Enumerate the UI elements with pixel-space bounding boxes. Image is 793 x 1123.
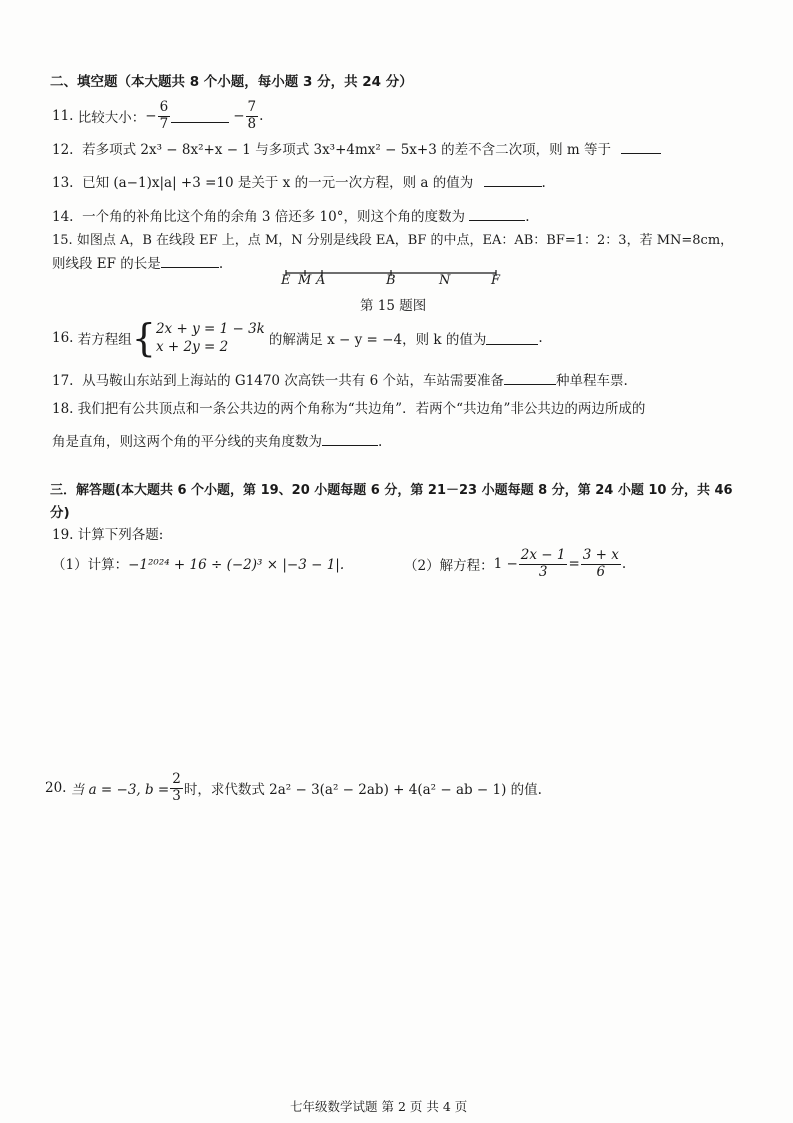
question-number: 13. bbox=[52, 175, 74, 191]
question-12 bbox=[52, 138, 661, 158]
question-text: 一个角的补角比这个角的余角 3 倍还多 10°，则这个角的度数为 bbox=[82, 209, 465, 225]
answer-blank bbox=[504, 372, 556, 385]
equation-system: 2x + y = 1 − 3k x + 2y = 2 bbox=[155, 321, 265, 355]
fraction-left: $\frac{2x - 1}{3}$ bbox=[520, 546, 566, 580]
point-label-b: B bbox=[386, 273, 396, 288]
question-number: 12. bbox=[52, 142, 74, 158]
question-13: 13. 已知 (a−1)x|a| +3 =10 是关于 x 的一元一次方程，则 a 的值为 . bbox=[52, 175, 546, 191]
answer-blank bbox=[171, 110, 229, 123]
point-label-n: N bbox=[439, 273, 451, 288]
question-number: 15. bbox=[52, 233, 73, 248]
question-number: 11. bbox=[52, 108, 74, 124]
answer-blank bbox=[161, 255, 219, 268]
question-19-part-2: （2）解方程： 1 − $\frac{2x - 1}{3}$ = $\frac{3 + x}{6}$ . bbox=[404, 546, 627, 580]
question-text: 已知 (a−1)x|a| +3 =10 是关于 x 的一元一次方程，则 a 的值为 bbox=[82, 175, 474, 191]
question-11: 11. 比较大小： − $\frac{6}{7}$ − $\frac{7}{8}$ . bbox=[52, 98, 264, 132]
question-number: 20. bbox=[45, 780, 67, 796]
fraction-1-sign: − bbox=[145, 108, 157, 124]
page-footer: 七年级数学试题 第 2 页 共 4 页 bbox=[290, 1099, 468, 1114]
question-16: 16. 若方程组 { 2x + y = 1 − 3k x + 2y = 2 的解满足 x − y = −4，则 k 的值为 . bbox=[52, 316, 543, 360]
question-text: 若多项式 2x³ − 8x²+x − 1 与多项式 3x³+4mx² − 5x+3 的差不含二次项，则 m 等于 bbox=[82, 142, 611, 158]
answer-blank bbox=[486, 332, 538, 345]
answer-blank bbox=[484, 174, 542, 187]
question-20: 20. 当 a = −3, b = $\frac{2}{3}$ 时，求代数式 2a² − 3(a² − 2ab) + 4(a² − ab − 1) 的值. bbox=[45, 770, 542, 804]
fraction-2: $\frac{7}{8}$ bbox=[247, 98, 257, 132]
answer-blank bbox=[322, 433, 378, 446]
question-15-line-1 bbox=[52, 229, 733, 248]
answer-blank bbox=[621, 141, 661, 154]
answer-blank bbox=[469, 208, 525, 221]
fraction-b: $\frac{2}{3}$ bbox=[172, 770, 181, 804]
point-label-e: E bbox=[281, 273, 291, 288]
question-17: 17. 从马鞍山东站到上海站的 G1470 次高铁一共有 6 个站，车站需要准备 种单程车票. bbox=[52, 373, 628, 389]
section-3-header-line-2: 分) bbox=[50, 505, 70, 521]
question-number: 16. bbox=[52, 330, 74, 346]
fraction-2-sign: − bbox=[233, 108, 245, 124]
point-label-m: M bbox=[298, 273, 312, 288]
question-text: 如图点 A，B 在线段 EF 上，点 M，N 分别是线段 EA，BF 的中点，EA：AB：BF=1：2：3，若 MN=8cm， bbox=[76, 233, 734, 248]
fraction-right: $\frac{3 + x}{6}$ bbox=[582, 546, 619, 580]
question-19-part-1: （1）计算：−1²⁰²⁴ + 16 ÷ (−2)³ × |−3 − 1|. bbox=[52, 557, 345, 573]
fraction-1: $\frac{6}{7}$ bbox=[159, 98, 169, 132]
question-15-line-2: 则线段 EF 的长是 . bbox=[52, 256, 224, 272]
question-18-line-1: 18. 我们把有公共顶点和一条公共边的两个角称为“共边角”．若两个“共边角”非公共边的两边所成的 bbox=[52, 401, 646, 417]
question-text: 比较大小： bbox=[77, 110, 146, 126]
section-3-header-line-1: 三．解答题(本大题共 6 个小题，第 19、20 小题每题 6 分，第 21－23 小题每题 8 分，第 24 小题 10 分，共 46 bbox=[50, 483, 733, 498]
section-2-header: 二、填空题（本大题共 8 个小题，每小题 3 分，共 24 分） bbox=[50, 74, 413, 90]
question-14: 14. 一个角的补角比这个角的余角 3 倍还多 10°，则这个角的度数为 . bbox=[52, 209, 530, 225]
figure-caption: 第 15 题图 bbox=[360, 298, 427, 314]
question-19: 19. 计算下列各题: bbox=[52, 527, 164, 543]
point-label-f: F bbox=[491, 273, 501, 288]
question-number: 14. bbox=[52, 209, 74, 225]
question-number: 18. bbox=[52, 401, 74, 417]
question-number: 17. bbox=[52, 373, 74, 389]
question-number: 19. bbox=[52, 527, 74, 543]
question-18-line-2: 角是直角，则这两个角的平分线的夹角度数为 . bbox=[52, 434, 383, 450]
brace-symbol: { bbox=[131, 316, 156, 360]
point-label-a: A bbox=[316, 273, 326, 288]
